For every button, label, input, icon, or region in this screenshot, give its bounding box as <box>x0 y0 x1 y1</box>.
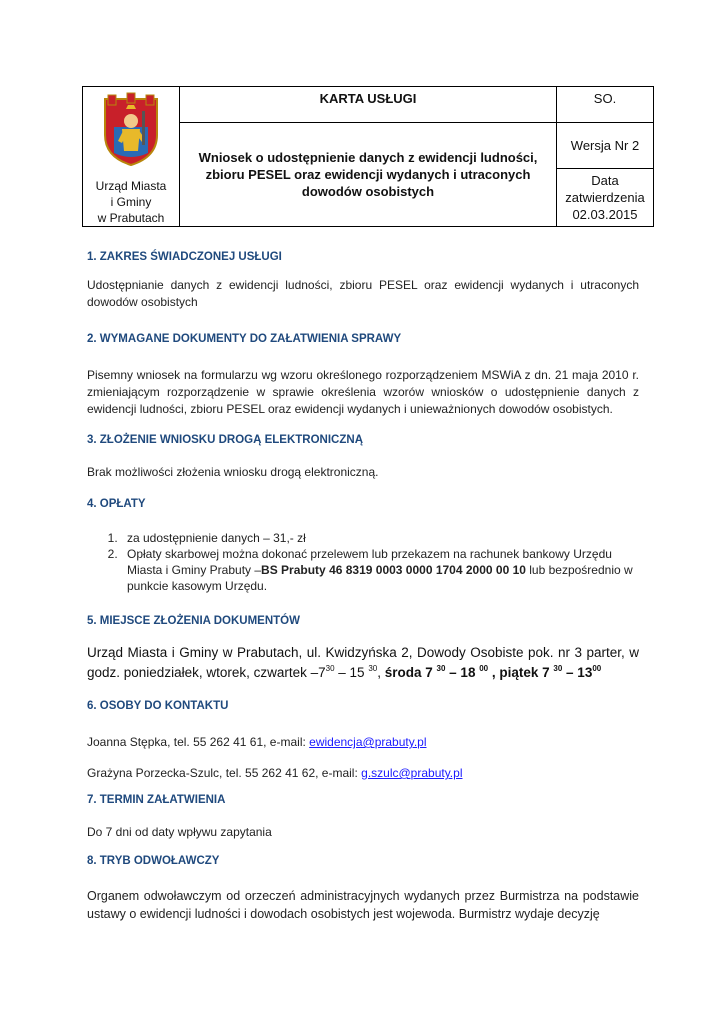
hours-friday: , piątek 7 <box>488 665 554 680</box>
office-name-line: Urząd Miasta <box>95 179 167 193</box>
fee-item-text: za udostępnienie danych – 31,- zł <box>127 531 306 545</box>
fee-item <box>121 546 639 594</box>
hour-sup: 30 <box>368 664 378 673</box>
hour-sup: 30 <box>325 664 335 673</box>
coat-of-arms <box>83 91 179 172</box>
approval-date: 02.03.2015 <box>572 207 638 222</box>
section-deadline <box>87 794 639 841</box>
fee-item-text: Opłaty skarbowej można dokonać przelewem lub przekazem na rachunek bankowy Urzędu Miasta i Gminy Prabuty – <box>127 547 612 577</box>
bank-account: BS Prabuty 46 8319 0003 0000 1704 2000 00 10 <box>261 563 526 577</box>
hour-sup: 00 <box>479 664 489 673</box>
section-text: Pisemny wniosek na formularzu wg wzoru określonego rozporządzeniem MSWiA z dn. 21 maja 2010 r. zmieniającym rozporządzenie w sprawie określenia wzorów wniosków o udostępnienie danych z ewidencji ludności, zbioru PESEL oraz ewidencji wydanych i unieważnionych dowodów osobistych. <box>87 368 639 416</box>
section-place <box>87 615 639 683</box>
service-title-cell <box>180 123 557 227</box>
section-contacts <box>87 700 639 782</box>
card-title: KARTA USŁUGI <box>180 87 557 123</box>
contact-line <box>87 734 639 751</box>
contact-text: Grażyna Porzecka-Szulc, tel. 55 262 41 62, e-mail: <box>87 766 362 780</box>
section-heading: 3. ZŁOŻENIE WNIOSKU DROGĄ ELEKTRONICZNĄ <box>87 434 363 446</box>
hours-wednesday: środa 7 <box>384 665 437 680</box>
section-fees <box>87 498 639 594</box>
section-heading: 6. OSOBY DO KONTAKTU <box>87 700 229 712</box>
hours-text: – 15 <box>334 665 369 680</box>
office-name-line: w Prabutach <box>97 211 165 225</box>
section-scope <box>87 251 639 311</box>
section-heading: 5. MIEJSCE ZŁOŻENIA DOKUMENTÓW <box>87 615 300 627</box>
approval-label: Data <box>591 173 619 188</box>
office-cell <box>83 87 180 227</box>
section-heading: 2. WYMAGANE DOKUMENTY DO ZAŁATWIENIA SPRAWY <box>87 333 402 345</box>
hours-text: , <box>377 665 385 680</box>
hour-sup: 30 <box>553 664 563 673</box>
email-link[interactable]: g.szulc@prabuty.pl <box>361 766 463 780</box>
section-electronic <box>87 434 639 481</box>
place-address: Urząd Miasta i Gminy w Prabutach, ul. Kwidzyńska 2, Dowody Osobiste pok. nr 3 parter, w godz. poniedziałek, wtorek, czwartek –7 <box>87 645 639 680</box>
version-label: Wersja Nr 2 <box>557 123 654 169</box>
hour-sup: 00 <box>592 664 602 673</box>
section-text: Brak możliwości złożenia wniosku drogą elektroniczną. <box>87 465 379 479</box>
hours-friday: – 13 <box>562 665 593 680</box>
section-documents <box>87 333 639 418</box>
email-link[interactable]: ewidencja@prabuty.pl <box>309 735 427 749</box>
fees-list <box>87 530 639 594</box>
section-text: Udostępnianie danych z ewidencji ludności, zbioru PESEL oraz ewidencji wydanych i utraconych dowodów osobistych <box>87 278 639 309</box>
hour-sup: 30 <box>436 664 446 673</box>
service-title: Wniosek o udostępnienie danych z ewidencji ludności, zbioru PESEL oraz ewidencji wydanych i utraconych dowodów osobistych <box>198 150 538 199</box>
contact-line <box>87 765 639 782</box>
hours-wednesday: – 18 <box>445 665 480 680</box>
section-heading: 8. TRYB ODWOŁAWCZY <box>87 855 220 867</box>
header-table <box>82 86 654 227</box>
fee-item-text: lub bezpośrednio w punkcie kasowym Urzędu. <box>127 563 633 593</box>
approval-label: zatwierdzenia <box>565 190 645 205</box>
section-heading: 1. ZAKRES ŚWIADCZONEJ USŁUGI <box>87 251 282 263</box>
fee-item <box>121 530 639 546</box>
section-heading: 4. OPŁATY <box>87 498 146 510</box>
approval-date-cell <box>557 169 654 227</box>
section-text: Do 7 dni od daty wpływu zapytania <box>87 825 272 839</box>
place-text <box>87 643 639 683</box>
office-name-line: i Gminy <box>110 195 152 209</box>
contact-text: Joanna Stępka, tel. 55 262 41 61, e-mail: <box>87 735 310 749</box>
section-appeal <box>87 855 639 923</box>
service-code: SO. <box>557 87 654 123</box>
section-heading: 7. TERMIN ZAŁATWIENIA <box>87 794 226 806</box>
section-text: Organem odwoławczym od orzeczeń administracyjnych wydanych przez Burmistrza na podstawie ustawy o ewidencji ludności i dowodach osobistych jest wojewoda. Burmistrz wydaje decyzję <box>87 889 639 921</box>
